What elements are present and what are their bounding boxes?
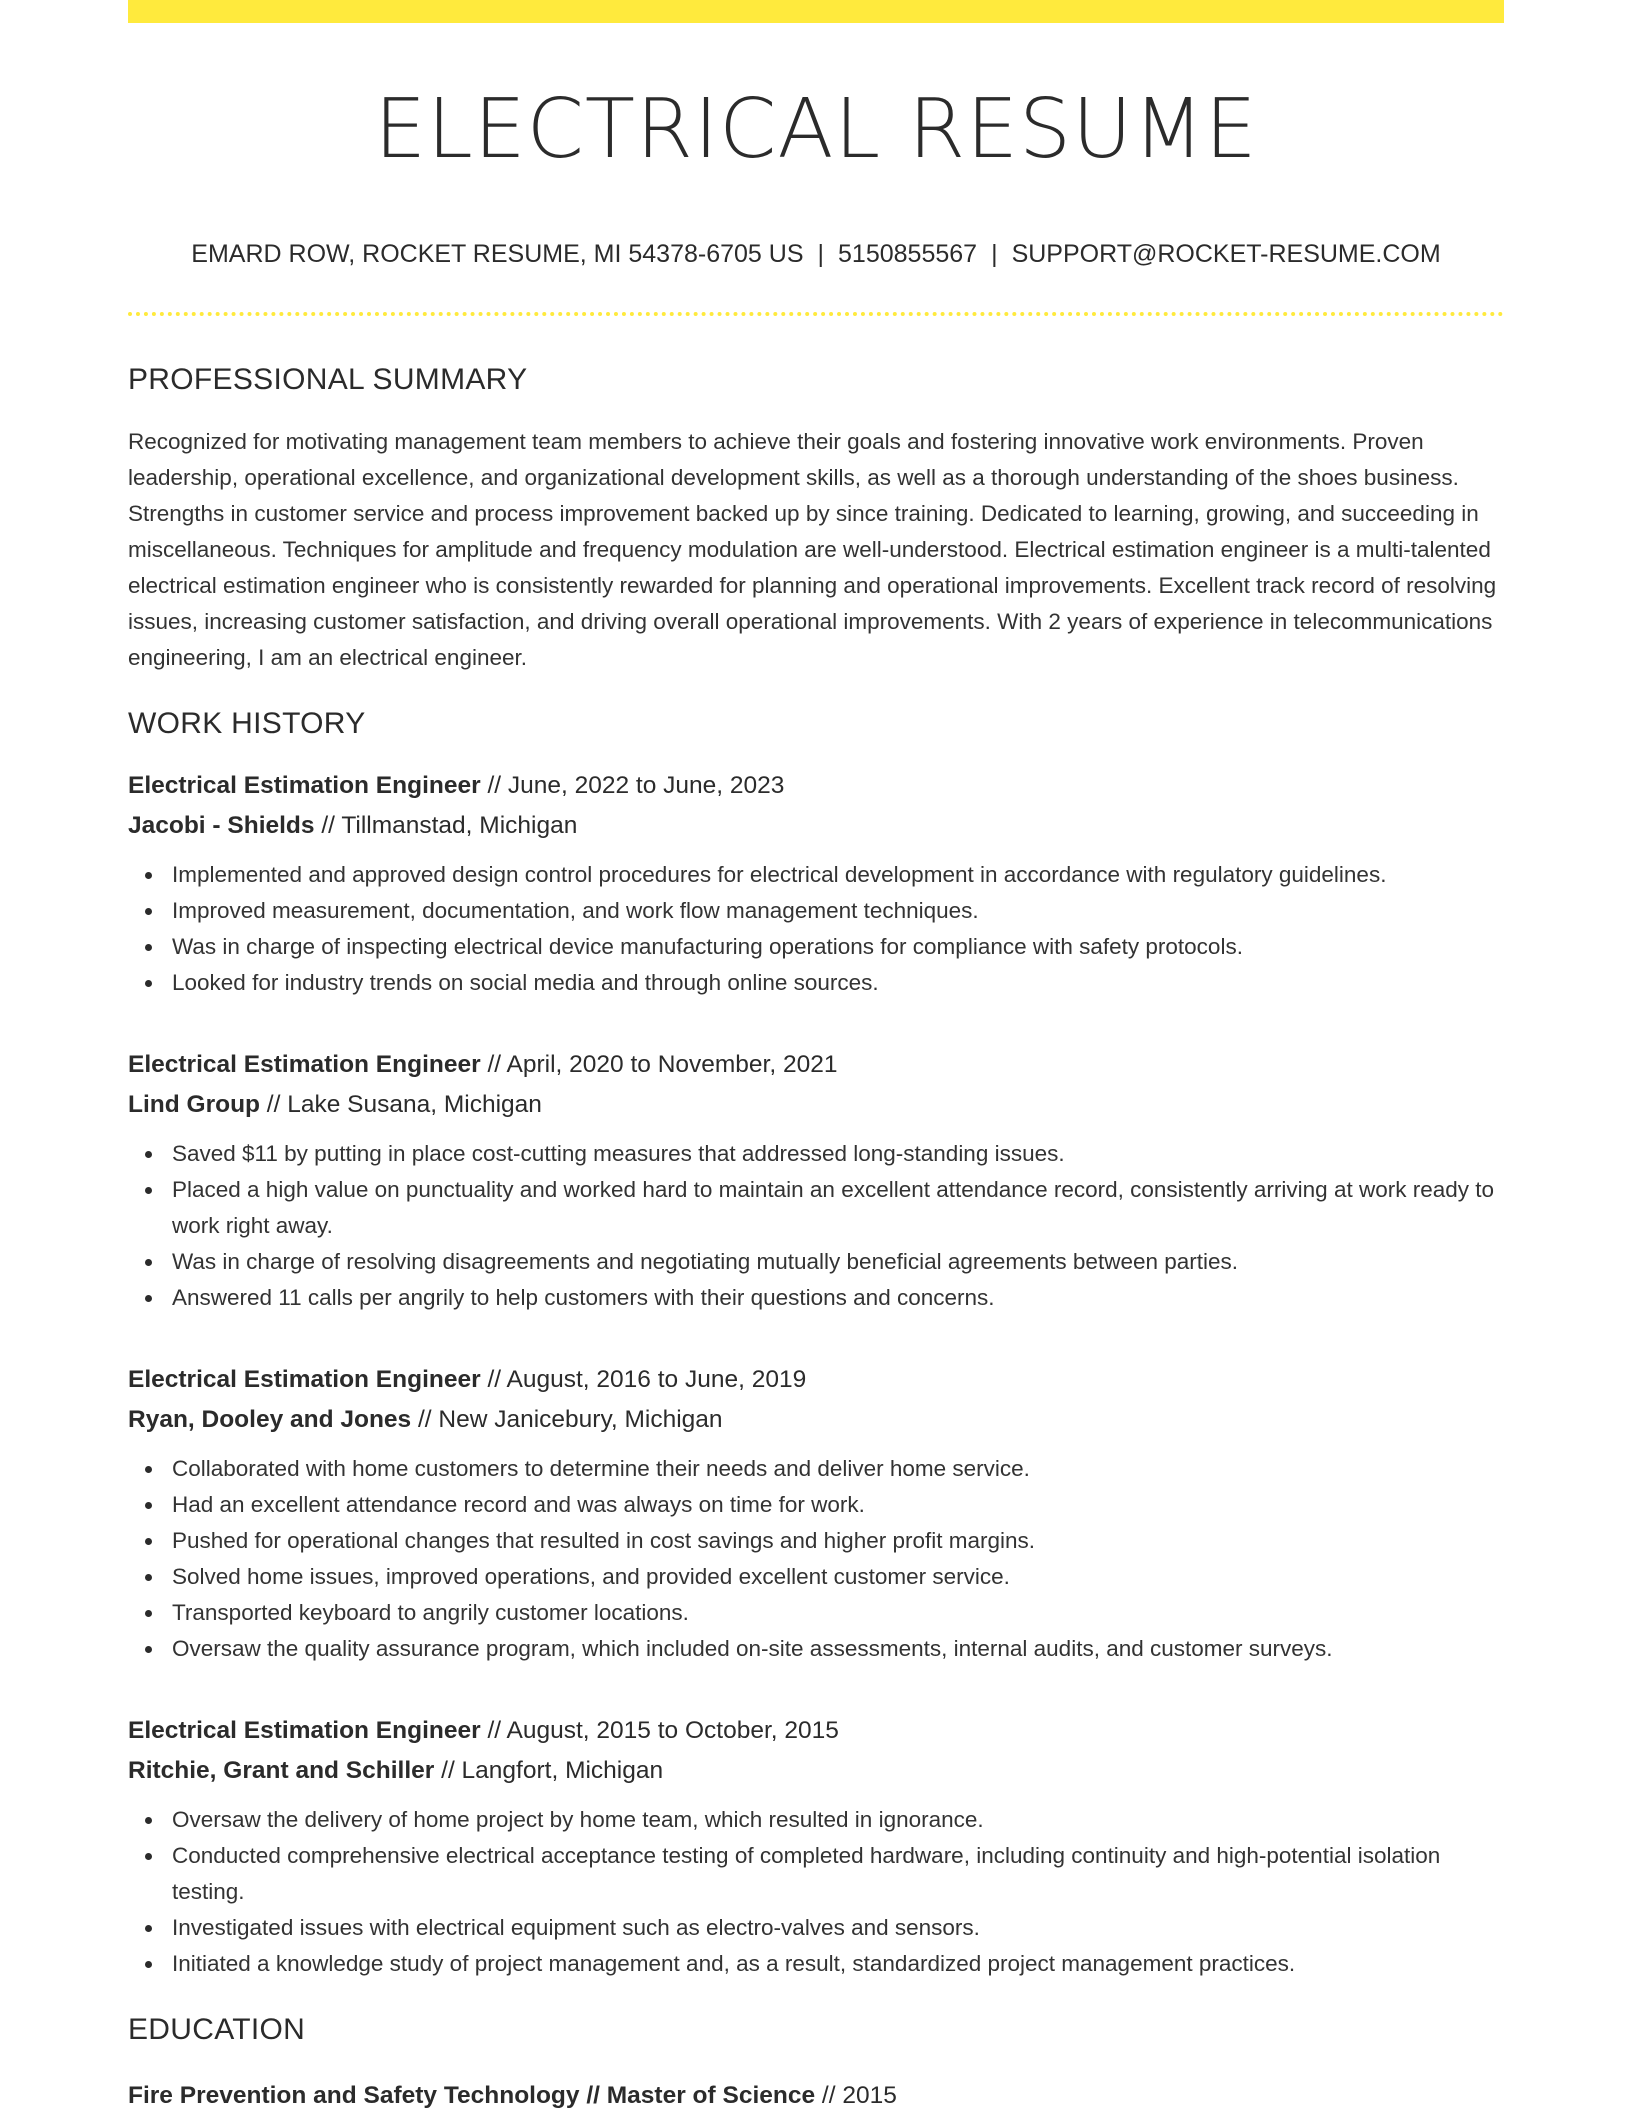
job-title-line <box>128 1360 1504 1400</box>
job-bullet: Was in charge of inspecting electrical device manufacturing operations for compliance with safety protocols. <box>172 929 1504 965</box>
job-title-line <box>128 766 1504 806</box>
job-title-line <box>128 1711 1504 1751</box>
job-location: // Tillmanstad, Michigan <box>314 812 578 840</box>
job-entry <box>128 1360 1504 1667</box>
job-role: Electrical Estimation Engineer <box>128 1051 481 1079</box>
job-bullets <box>128 1802 1504 1982</box>
job-bullet: Was in charge of resolving disagreements and negotiating mutually beneficial agreements between parties. <box>172 1244 1504 1280</box>
job-bullet: Looked for industry trends on social media and through online sources. <box>172 965 1504 1001</box>
job-role: Electrical Estimation Engineer <box>128 1717 481 1745</box>
job-bullet: Solved home issues, improved operations, and provided excellent customer service. <box>172 1559 1504 1595</box>
job-bullet: Saved $11 by putting in place cost-cutting measures that addressed long-standing issues. <box>172 1136 1504 1172</box>
job-bullet: Implemented and approved design control procedures for electrical development in accordance with regulatory guidelines. <box>172 857 1504 893</box>
job-bullet: Improved measurement, documentation, and work flow management techniques. <box>172 893 1504 929</box>
job-title-line <box>128 1045 1504 1085</box>
job-bullet: Answered 11 calls per angrily to help customers with their questions and concerns. <box>172 1280 1504 1316</box>
accent-bar <box>128 0 1504 23</box>
job-entry <box>128 766 1504 1001</box>
job-entry <box>128 1045 1504 1316</box>
work-history-heading: WORK HISTORY <box>128 707 366 741</box>
job-bullet: Pushed for operational changes that resulted in cost savings and higher profit margins. <box>172 1523 1504 1559</box>
job-dates: // June, 2022 to June, 2023 <box>480 772 785 800</box>
job-company: Jacobi - Shields <box>128 812 315 840</box>
resume-title: ELECTRICAL RESUME <box>374 82 1258 177</box>
contact-address: EMARD ROW, ROCKET RESUME, MI 54378-6705 US <box>191 240 804 269</box>
education-heading: EDUCATION <box>128 2013 306 2047</box>
job-dates: // April, 2020 to November, 2021 <box>480 1051 838 1079</box>
job-bullet: Placed a high value on punctuality and worked hard to maintain an excellent attendance record, consistently arriving at work ready to work right away. <box>172 1172 1504 1244</box>
summary-text: Recognized for motivating management team members to achieve their goals and fostering innovative work environments. Proven leadership, operational excellence, and organizational development skills, as well as a thorough understanding of the shoes business. Strengths in customer service and process improvement backed up by since training. Dedicated to learning, growing, and succeeding in miscellaneous. Techniques for amplitude and frequency modulation are well-understood. Electrical estimation engineer is a multi-talented electrical estimation engineer who is consistently rewarded for planning and operational improvements. Excellent track record of resolving issues, increasing customer satisfaction, and driving overall operational improvements. With 2 years of experience in telecommunications engineering, I am an electrical engineer. <box>128 429 1497 671</box>
education-year: // 2015 <box>815 2082 897 2110</box>
job-bullet: Conducted comprehensive electrical acceptance testing of completed hardware, including continuity and high-potential isolation testing. <box>172 1838 1504 1910</box>
education-degree: Master of Science <box>606 2082 816 2110</box>
contact-separator: | <box>817 240 825 269</box>
job-company-line <box>128 1085 1504 1125</box>
job-entry <box>128 1711 1504 1982</box>
job-bullet: Collaborated with home customers to determine their needs and deliver home service. <box>172 1451 1504 1487</box>
contact-separator: | <box>991 240 998 269</box>
contact-line <box>128 239 1504 269</box>
job-bullet: Oversaw the quality assurance program, which included on-site assessments, internal audits, and customer surveys. <box>172 1631 1504 1667</box>
job-company: Ryan, Dooley and Jones <box>128 1406 412 1434</box>
job-location: // Langfort, Michigan <box>434 1757 664 1785</box>
job-company-line <box>128 1400 1504 1440</box>
education-separator: // <box>579 2082 607 2110</box>
job-bullets <box>128 857 1504 1001</box>
education-entry <box>128 2076 1504 2116</box>
education-field: Fire Prevention and Safety Technology <box>128 2082 580 2110</box>
job-bullet: Had an excellent attendance record and was always on time for work. <box>172 1487 1504 1523</box>
contact-phone: 5150855567 <box>838 240 978 269</box>
job-bullet: Initiated a knowledge study of project management and, as a result, standardized project management practices. <box>172 1946 1504 1982</box>
job-role: Electrical Estimation Engineer <box>128 772 481 800</box>
contact-email: SUPPORT@ROCKET-RESUME.COM <box>1011 240 1441 269</box>
job-location: // Lake Susana, Michigan <box>260 1091 542 1119</box>
job-dates: // August, 2016 to June, 2019 <box>480 1366 807 1394</box>
job-company: Lind Group <box>128 1091 260 1119</box>
summary-heading: PROFESSIONAL SUMMARY <box>128 363 528 397</box>
job-location: // New Janicebury, Michigan <box>411 1406 723 1434</box>
job-bullet: Oversaw the delivery of home project by home team, which resulted in ignorance. <box>172 1802 1504 1838</box>
job-bullets <box>128 1451 1504 1667</box>
resume-page <box>128 0 1504 2116</box>
job-company-line <box>128 1751 1504 1791</box>
job-bullet: Transported keyboard to angrily customer locations. <box>172 1595 1504 1631</box>
dotted-divider <box>128 312 1504 316</box>
job-role: Electrical Estimation Engineer <box>128 1366 481 1394</box>
job-company-line <box>128 806 1504 846</box>
job-bullets <box>128 1136 1504 1316</box>
job-company: Ritchie, Grant and Schiller <box>128 1757 435 1785</box>
job-bullet: Investigated issues with electrical equipment such as electro-valves and sensors. <box>172 1910 1504 1946</box>
job-dates: // August, 2015 to October, 2015 <box>480 1717 839 1745</box>
